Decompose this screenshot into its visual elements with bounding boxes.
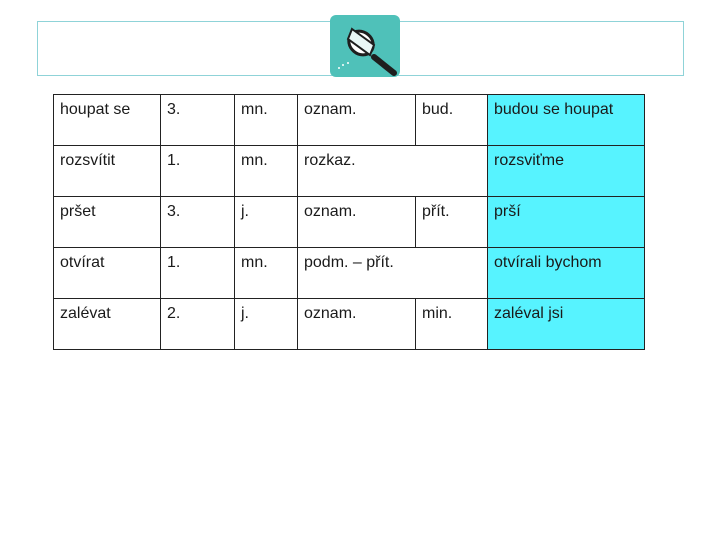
answer-cell: rozsviťme xyxy=(488,146,645,197)
verb-forms-table xyxy=(53,94,645,350)
number-cell: mn. xyxy=(235,95,298,146)
tense-cell: bud. xyxy=(416,95,488,146)
tense-cell: přít. xyxy=(416,197,488,248)
table-row xyxy=(54,248,645,299)
verb-cell: rozsvítit xyxy=(54,146,161,197)
answer-cell: zaléval jsi xyxy=(488,299,645,350)
person-cell: 1. xyxy=(161,146,235,197)
answer-cell: budou se houpat xyxy=(488,95,645,146)
person-cell: 1. xyxy=(161,248,235,299)
verb-cell: houpat se xyxy=(54,95,161,146)
number-cell: mn. xyxy=(235,248,298,299)
tense-cell xyxy=(416,146,488,197)
number-cell: mn. xyxy=(235,146,298,197)
table-row xyxy=(54,95,645,146)
verb-cell: otvírat xyxy=(54,248,161,299)
verb-cell: zalévat xyxy=(54,299,161,350)
person-cell: 3. xyxy=(161,197,235,248)
table-row xyxy=(54,146,645,197)
answer-cell: otvírali bychom xyxy=(488,248,645,299)
number-cell: j. xyxy=(235,299,298,350)
mood-cell: rozkaz. xyxy=(298,146,416,197)
verb-cell: pršet xyxy=(54,197,161,248)
mood-cell: oznam. xyxy=(298,95,416,146)
mood-cell: oznam. xyxy=(298,197,416,248)
tense-cell xyxy=(416,248,488,299)
tense-cell: min. xyxy=(416,299,488,350)
answer-cell: prší xyxy=(488,197,645,248)
table-row xyxy=(54,197,645,248)
mood-cell: oznam. xyxy=(298,299,416,350)
magnifier-badge xyxy=(330,15,400,77)
number-cell: j. xyxy=(235,197,298,248)
mood-cell: podm. – přít. xyxy=(298,248,416,299)
magnifier-icon xyxy=(330,15,400,77)
person-cell: 2. xyxy=(161,299,235,350)
table-row xyxy=(54,299,645,350)
person-cell: 3. xyxy=(161,95,235,146)
